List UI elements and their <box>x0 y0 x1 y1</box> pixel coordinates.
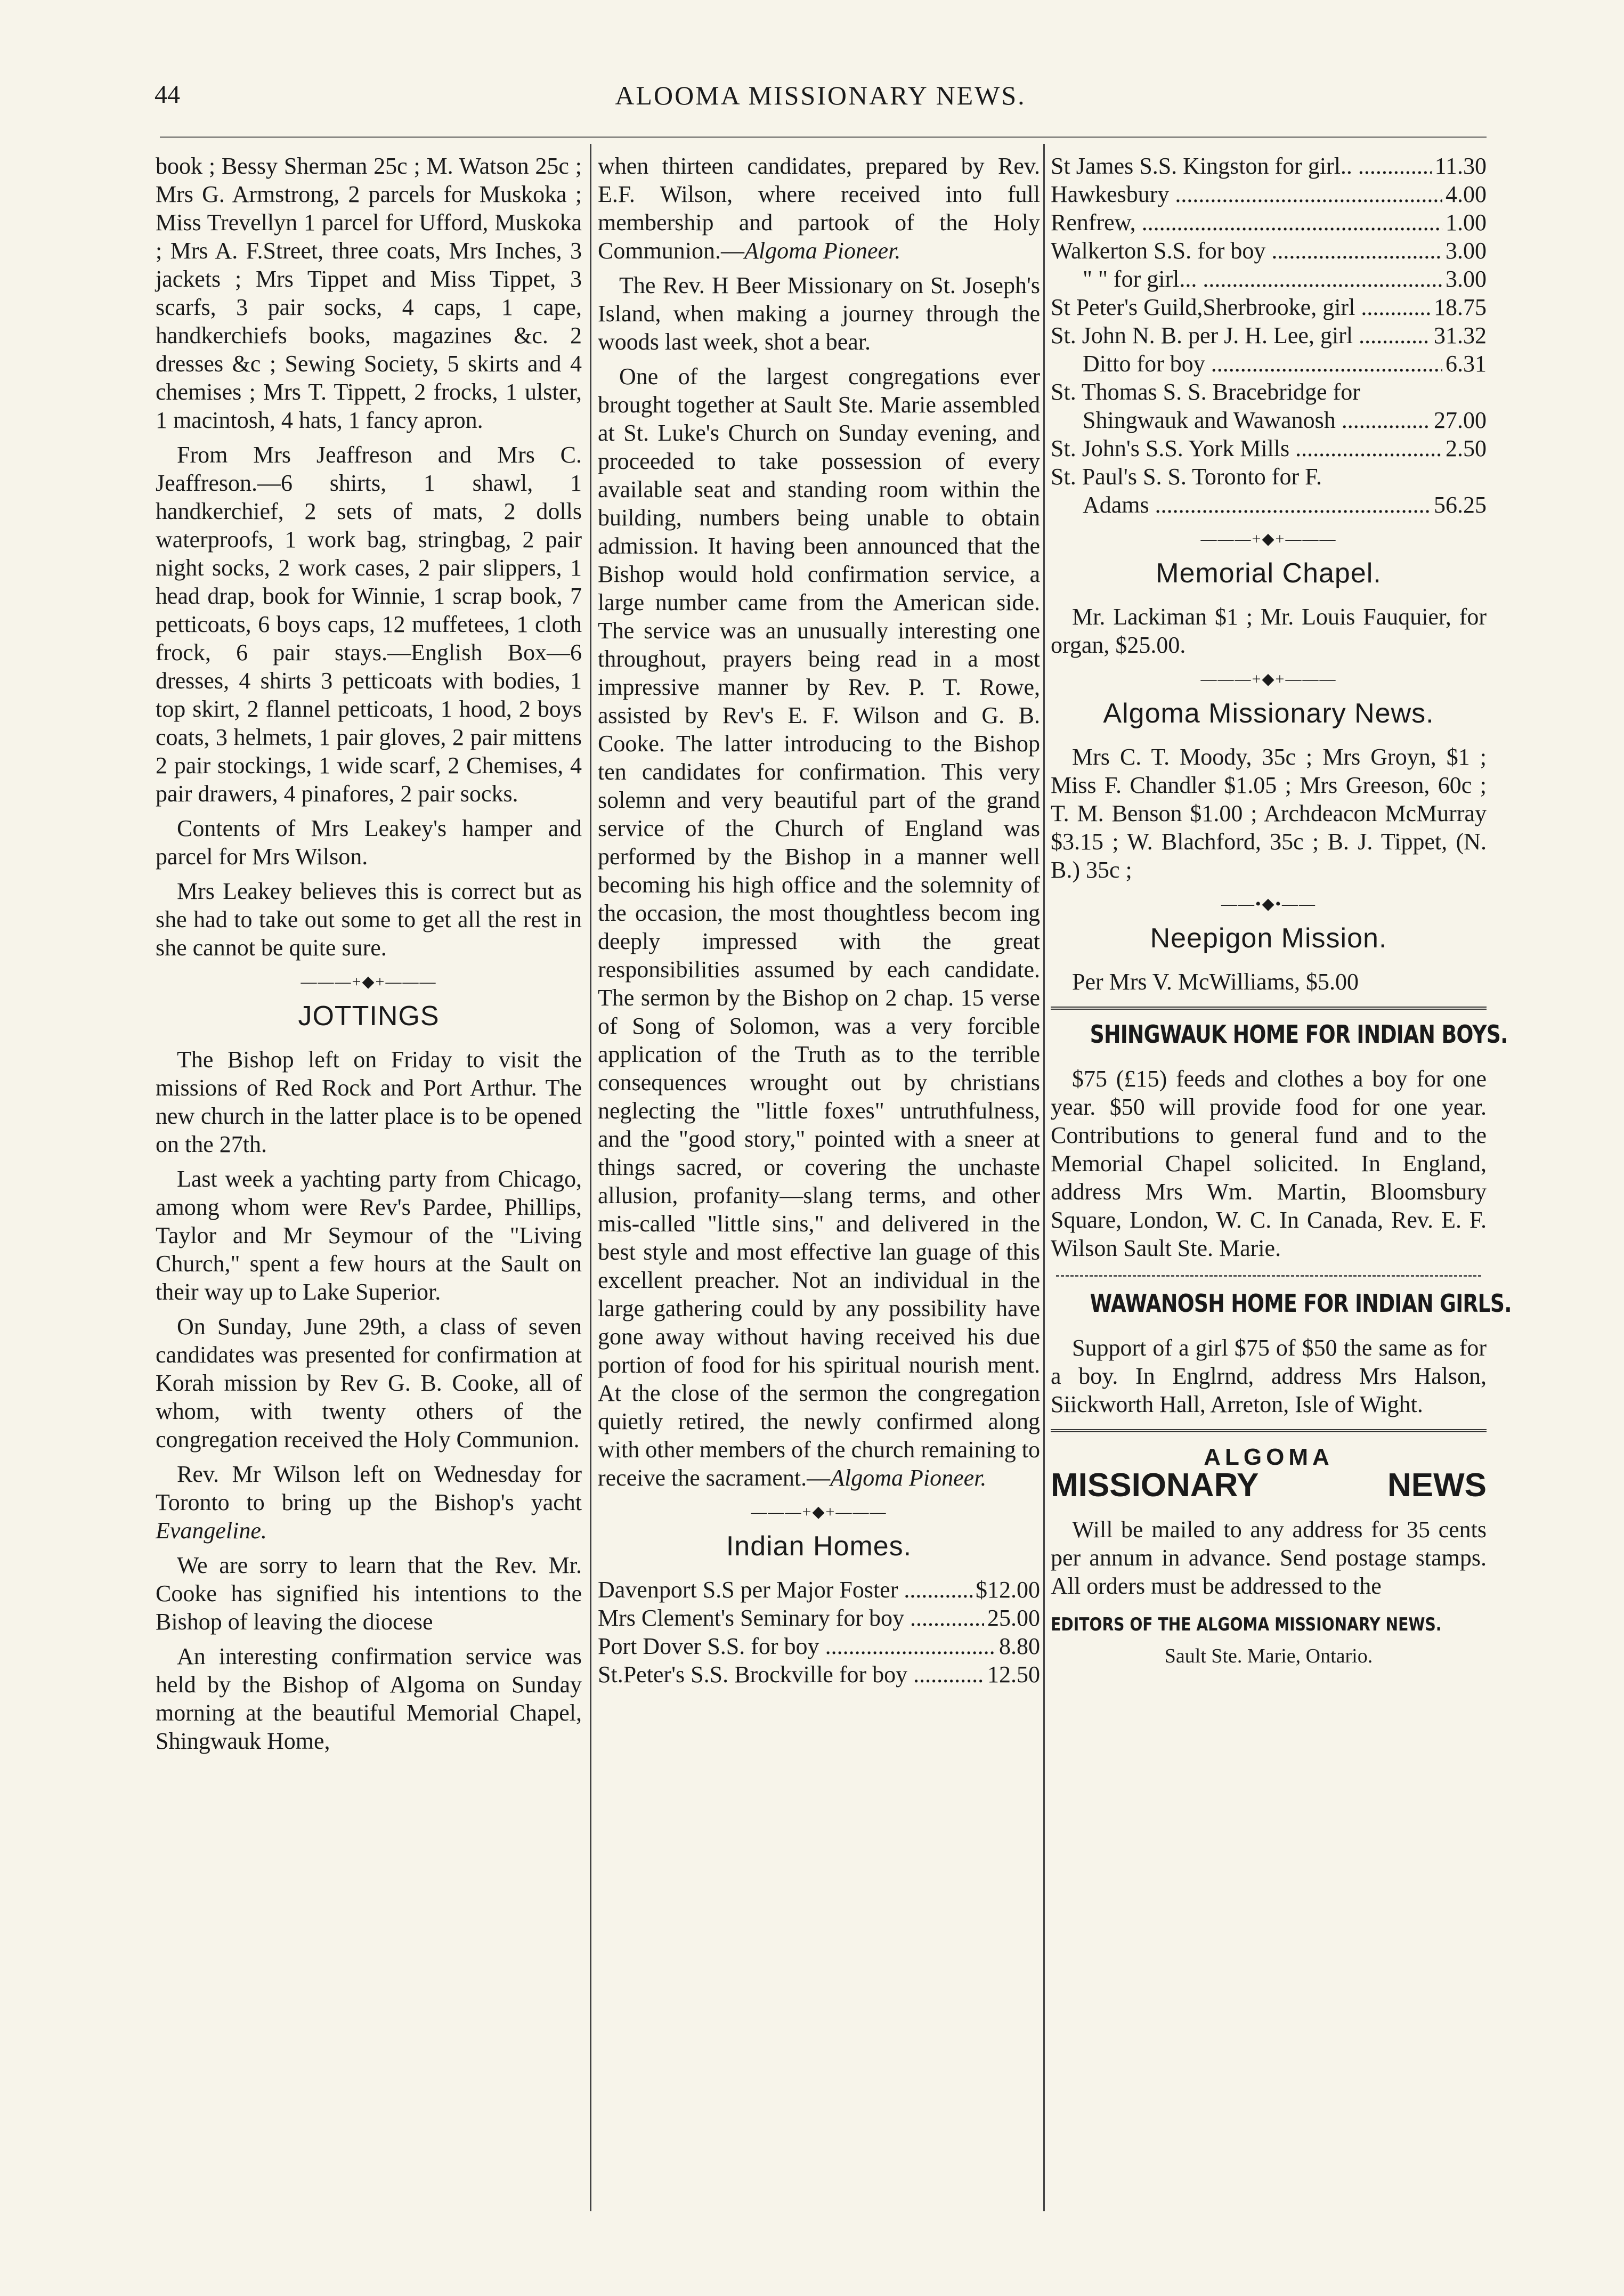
item-name: Adams ..... <box>1051 491 1431 519</box>
memorial-chapel-paragraph: Mr. Lackiman $1 ; Mr. Louis Fauquier, for organ, $25.00. <box>1051 604 1487 658</box>
advert-title <box>1051 1467 1487 1504</box>
advert-editors: EDITORS OF THE ALGOMA MISSIONARY NEWS. <box>1051 1614 1442 1635</box>
item-amount: 8.80 <box>999 1633 1040 1659</box>
item-name: St James S.S. Kingston for girl.. ..... <box>1051 152 1432 180</box>
list-item <box>598 1660 1040 1689</box>
section-rule <box>1051 1007 1487 1010</box>
wawanosh-home-heading: WAWANOSH HOME FOR INDIAN GIRLS. <box>1090 1289 1512 1318</box>
list-item <box>1051 293 1487 321</box>
advert-title-left: MISSIONARY <box>1051 1467 1259 1504</box>
list-item <box>1051 321 1487 350</box>
contributions-list <box>1051 152 1487 519</box>
middle-column <box>598 152 1040 2230</box>
item-name: Davenport S.S per Major Foster ..... <box>598 1576 972 1604</box>
column-divider <box>590 144 591 2211</box>
jeaffreson-donation-paragraph: From Mrs Jeaffreson and Mrs C. Jeaffreson.—6 shirts, 1 shawl, 1 handkerchief, 2 sets of mats, 2 dolls waterproofs, 1 work bag, stringbag, 2 pair night socks, 2 work cases, 2 pair slippers, 1 head drap, book for Winnie, 1 scrap book, 7 petticoats, 6 boys caps, 12 muffetees, 1 cloth frock, 6 pair stays.—English Box—6 dresses, 4 shirts 3 petticoats with bodies, 1 top skirt, 2 flannel petticoats, 1 hood, 2 boys coats, 3 helmets, 1 pair gloves, 2 pair mittens 2 pair stockings, 1 wide scarf, 2 Chemises, 4 pair drawers, 4 pinafores, 2 pair socks. <box>156 442 582 807</box>
wawanosh-paragraph: Support of a girl $75 of $50 the same as for a boy. In Englrnd, address Mrs Halson, Siickworth Hall, Arreton, Isle of Wight. <box>1051 1335 1487 1417</box>
column-divider <box>1043 144 1045 2211</box>
list-item <box>1051 237 1487 265</box>
source-citation: Algoma Pioneer. <box>744 238 901 264</box>
list-item <box>1051 208 1487 237</box>
leakey-note-paragraph: Mrs Leakey believes this is correct but as she had to take out some to get all the rest in she cannot be quite sure. <box>156 878 582 961</box>
advert-title-right: NEWS <box>1387 1467 1487 1504</box>
confirmation-text: when thirteen candidates, prepared by Rev. E.F. Wilson, where received into full membership and partook of the Holy Communion.— <box>598 153 1040 264</box>
item-amount: 12.50 <box>987 1661 1040 1687</box>
shingwauk-paragraph: $75 (£15) feeds and clothes a boy for one year. $50 will provide food for one year. Contributions to general fund and to the Memorial Chapel solicited. In England, address Mrs Wm. Martin, Bloomsbury Square, London, W. C. In Canada, Rev. E. F. Wilson Sault Ste. Marie. <box>1051 1066 1487 1261</box>
advert-paragraph: Will be mailed to any address for 35 cents per annum in advance. Send postage stamps. All orders must be addressed to the <box>1051 1516 1487 1599</box>
list-item <box>1051 350 1487 378</box>
list-item-label: St. Paul's S. S. Toronto for F. <box>1051 464 1322 490</box>
list-item <box>598 1632 1040 1660</box>
item-name: Walkerton S.S. for boy ..... <box>1051 237 1442 265</box>
neepigon-mission-heading: Neepigon Mission. <box>1150 923 1387 954</box>
item-name: St Peter's Guild,Sherbrooke, girl ..... <box>1051 293 1431 321</box>
section-rule <box>1056 1275 1481 1277</box>
item-amount: 31.32 <box>1434 322 1487 348</box>
section-ornament: ———+◆+——— <box>1200 670 1337 688</box>
list-item <box>1051 491 1487 519</box>
list-item <box>1051 180 1487 208</box>
list-item <box>598 1576 1040 1604</box>
item-name: St.Peter's S.S. Brockville for boy ..... <box>598 1660 984 1689</box>
page-number: 44 <box>155 80 180 109</box>
item-name: St. John N. B. per J. H. Lee, girl ..... <box>1051 321 1431 350</box>
item-name: Shingwauk and Wawanosh ..... <box>1051 406 1431 434</box>
item-name: Port Dover S.S. for boy ..... <box>598 1632 996 1660</box>
page-header <box>155 80 1487 123</box>
item-amount: 18.75 <box>1434 294 1487 320</box>
section-ornament: ———+◆+——— <box>301 973 437 991</box>
donation-list-paragraph: book ; Bessy Sherman 25c ; M. Watson 25c ; Mrs G. Armstrong, 2 parcels for Muskoka ; Miss Trevellyn 1 parcel for Ufford, Muskoka ; Mrs A. F.Street, three coats, Mrs Inches, 3 jackets ; Mrs Tippet and Miss Tippet, 3 scarfs, 3 pair socks, 4 caps, 1 cape, handkerchiefs books, magazines &c. 2 dresses &c ; Sewing Society, 5 skirts and 4 chemises ; Mrs T. Tippett, 2 frocks, 1 ulster, 1 macintosh, 4 hats, 1 fancy apron. <box>156 153 582 433</box>
item-name: Renfrew, ..... <box>1051 208 1442 237</box>
item-amount: 6.31 <box>1446 351 1487 377</box>
advert-address: Sault Ste. Marie, Ontario. <box>1164 1645 1373 1667</box>
advert-title-top: ALGOMA <box>1204 1444 1334 1470</box>
item-amount: $12.00 <box>976 1577 1040 1603</box>
jotting-paragraph: On Sunday, June 29th, a class of seven candidates was presented for confirmation at Korah mission by Rev G. B. Cooke, all of whom, with twenty others of the congregation received the Holy Communion. <box>156 1313 582 1453</box>
subscribers-paragraph: Mrs C. T. Moody, 35c ; Mrs Groyn, $1 ; Miss F. Chandler $1.05 ; Mrs Greeson, 60c ; T. M. Benson $1.00 ; Archdeacon McMurray $3.15 ; W. Blachford, 35c ; B. J. Tippet, (N. B.) 35c ; <box>1051 744 1487 883</box>
item-amount: 25.00 <box>987 1605 1040 1631</box>
jotting-paragraph <box>156 1460 582 1545</box>
section-ornament: ——•◆•—— <box>1221 895 1317 913</box>
jottings-heading: JOTTINGS <box>298 1001 440 1032</box>
item-name: " " for girl... ..... <box>1051 265 1442 293</box>
item-name: Mrs Clement's Seminary for boy ..... <box>598 1604 984 1632</box>
congregation-paragraph <box>598 362 1040 1492</box>
running-title: ALOOMA MISSIONARY NEWS. <box>615 80 1026 110</box>
indian-homes-heading: Indian Homes. <box>726 1531 912 1562</box>
jotting-paragraph: An interesting confirmation service was held by the Bishop of Algoma on Sunday morning at the beautiful Memorial Chapel, Shingwauk Home, <box>156 1643 582 1754</box>
jotting-paragraph: The Bishop left on Friday to visit the missions of Red Rock and Port Arthur. The new church in the latter place is to be opened on the 27th. <box>156 1046 582 1157</box>
confirmation-paragraph <box>598 152 1040 265</box>
bear-paragraph: The Rev. H Beer Missionary on St. Joseph's Island, when making a journey through the woods last week, shot a bear. <box>598 272 1040 355</box>
item-name: Ditto for boy ..... <box>1051 350 1442 378</box>
item-name: St. John's S.S. York Mills ..... <box>1051 434 1442 463</box>
item-amount: 11.30 <box>1434 153 1487 179</box>
item-name: Hawkesbury ..... <box>1051 180 1442 208</box>
item-amount: 3.00 <box>1446 238 1487 264</box>
list-item <box>598 1604 1040 1632</box>
left-column <box>156 152 582 2230</box>
list-item <box>1051 406 1487 434</box>
header-rule <box>160 136 1487 138</box>
section-ornament: ———+◆+——— <box>751 1503 887 1521</box>
jotting-text: Rev. Mr Wilson left on Wednesday for Toronto to bring up the Bishop's yacht <box>156 1461 582 1515</box>
section-rule <box>1051 1429 1487 1432</box>
item-amount: 2.50 <box>1446 435 1487 461</box>
section-ornament: ———+◆+——— <box>1200 530 1337 548</box>
list-item <box>1051 152 1487 180</box>
list-item <box>1051 265 1487 293</box>
congregation-text: One of the largest congregations ever brought together at Sault Ste. Marie assembled at St. Luke's Church on Sunday evening, and proceeded to take possession of every available seat and standing room within the building, numbers being unable to obtain admission. It having been announced that the Bishop would hold confirmation service, a large number came from the American side. The service was an unusually interesting one throughout, prayers being read in a most impressive manner by Rev. P. T. Rowe, assisted by Rev's E. F. Wilson and G. B. Cooke. The latter introducing to the Bishop ten candidates for confirmation. This very solemn and very beautiful part of the grand service of the Church of England was performed by the Bishop in a manner well becoming his high office and the solemnity of the occasion, the most thoughtless becom ing deeply impressed with the great responsibilities assumed by each candidate. The sermon by the Bishop on 2 chap. 15 verse of Song of Solomon, was a very forcible application of the Truth as to the terrible consequences wrought out by christians neglecting the "little foxes" untruthfulness, and the "good story," pointed with a sneer at things sacred, or covering the unchaste allusion, profanity—slang terms, and other mis-called "little sins," and delivered in the best style and most effective lan guage of this excellent preacher. Not an individual in the large gathering could by any possibility have gone away without having received his due portion of food for his spiritual nourish ment. At the close of the sermon the congregation quietly retired, the newly confirmed along with other members of the church remaining to receive the sacrament.— <box>598 363 1040 1491</box>
jotting-paragraph: We are sorry to learn that the Rev. Mr. Cooke has signified his intentions to the Bishop of leaving the diocese <box>156 1552 582 1635</box>
list-item <box>1051 434 1487 463</box>
right-column <box>1051 152 1512 2230</box>
item-amount: 1.00 <box>1446 209 1487 236</box>
item-amount: 27.00 <box>1434 407 1487 433</box>
item-amount: 56.25 <box>1434 492 1487 518</box>
item-amount: 4.00 <box>1446 181 1487 207</box>
list-item-label: St. Thomas S. S. Bracebridge for <box>1051 379 1360 405</box>
source-citation: Algoma Pioneer. <box>830 1465 987 1491</box>
algoma-missionary-news-heading: Algoma Missionary News. <box>1103 698 1434 729</box>
yacht-name: Evangeline. <box>156 1518 267 1544</box>
subscription-advert <box>1051 1443 1487 1670</box>
shingwauk-home-heading: SHINGWAUK HOME FOR INDIAN BOYS. <box>1090 1020 1508 1049</box>
jotting-paragraph: Last week a yachting party from Chicago, among whom were Rev's Pardee, Phillips, Taylor and Mr Seymour of the "Living Church," spent a few hours at the Sault on their way up to Lake Superior. <box>156 1166 582 1305</box>
memorial-chapel-heading: Memorial Chapel. <box>1156 558 1382 589</box>
neepigon-paragraph: Per Mrs V. McWilliams, $5.00 <box>1072 969 1359 995</box>
leakey-hamper-paragraph: Contents of Mrs Leakey's hamper and parcel for Mrs Wilson. <box>156 815 582 870</box>
indian-homes-list <box>598 1576 1040 1689</box>
item-amount: 3.00 <box>1446 266 1487 292</box>
